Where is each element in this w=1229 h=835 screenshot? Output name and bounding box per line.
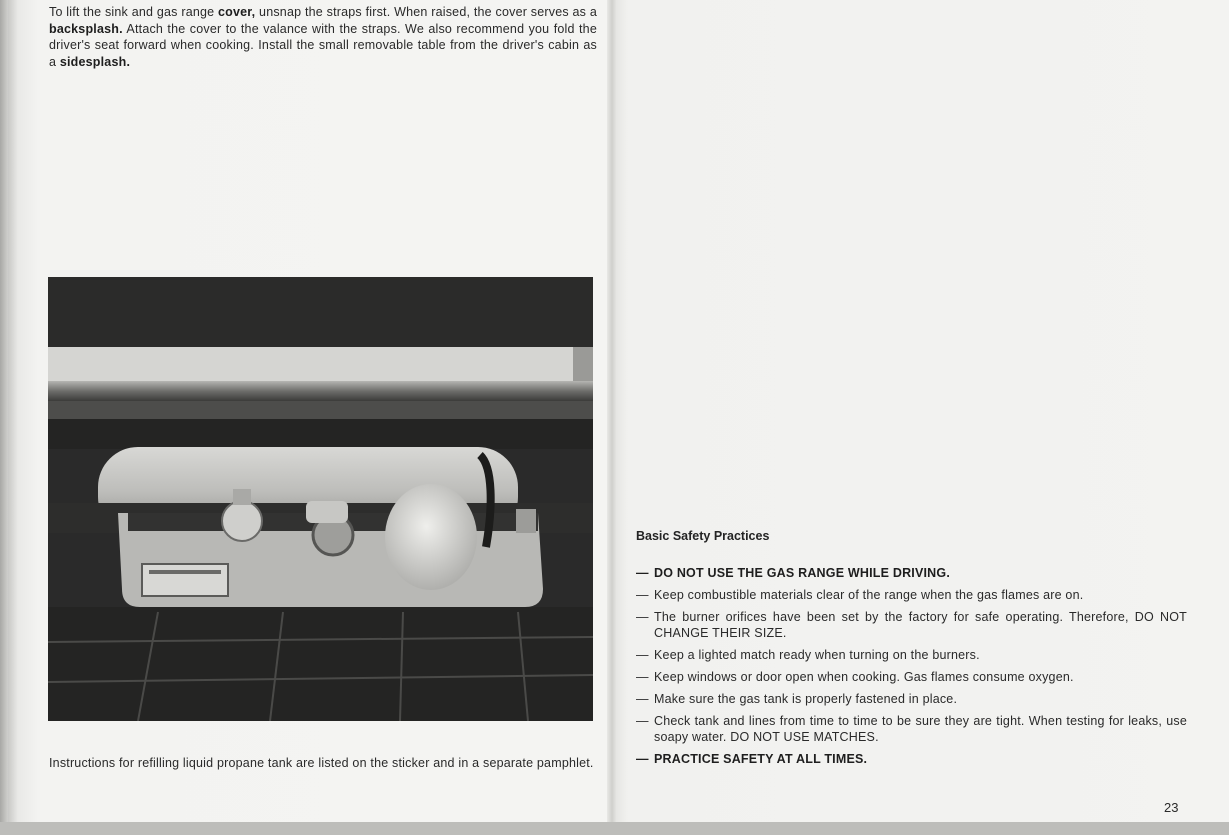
photo-caption: Instructions for refilling liquid propane tank are listed on the sticker and in a separate pamphlet. [49, 756, 594, 770]
page-bottom-shadow [0, 822, 1229, 835]
intro-paragraph [49, 4, 597, 70]
page-number: 23 [1164, 800, 1179, 815]
safety-item-text: DO NOT USE THE GAS RANGE WHILE DRIVING. [654, 566, 951, 580]
safety-item [636, 751, 1187, 767]
list-dash: — [636, 752, 649, 766]
safety-item-text: Keep a lighted match ready when turning on the burners. [654, 648, 980, 662]
list-dash: — [636, 692, 649, 706]
safety-item-text: Keep combustible materials clear of the range when the gas flames are on. [654, 588, 1084, 602]
intro-text-3: Attach the cover to the valance with the straps. We also recommend you fold the driver's seat forward when cooking. Install the small removable table from the driver's cabin as a [49, 21, 597, 69]
list-dash: — [636, 714, 649, 728]
safety-item [636, 565, 1187, 581]
propane-tank-photo [48, 277, 593, 721]
list-dash: — [636, 670, 649, 684]
safety-item [636, 587, 1187, 603]
list-dash: — [636, 610, 649, 624]
safety-item-text: The burner orifices have been set by the factory for safe operating. Therefore, DO NOT CHANGE THEIR SIZE. [654, 610, 1187, 640]
intro-term-backsplash: backsplash. [49, 21, 123, 36]
intro-term-cover: cover, [218, 5, 256, 19]
intro-text-1: To lift the sink and gas range [49, 5, 218, 19]
safety-item-text: Keep windows or door open when cooking. Gas flames consume oxygen. [654, 670, 1074, 684]
intro-text-2: unsnap the straps first. When raised, the cover serves as a [255, 5, 597, 19]
safety-item [636, 691, 1187, 707]
safety-item [636, 713, 1187, 745]
page-gutter [607, 0, 617, 822]
safety-item-text: Make sure the gas tank is properly fastened in place. [654, 692, 958, 706]
safety-item-text: Check tank and lines from time to time to be sure they are tight. When testing for leaks, use soapy water. DO NOT USE MATCHES. [654, 714, 1187, 744]
intro-term-sidesplash: sidesplash. [59, 54, 131, 69]
list-dash: — [636, 588, 649, 602]
safety-item-text: PRACTICE SAFETY AT ALL TIMES. [654, 752, 868, 766]
safety-heading: Basic Safety Practices [636, 529, 770, 543]
binding-edge [0, 0, 8, 835]
list-dash: — [636, 566, 649, 580]
safety-list [636, 565, 1187, 773]
safety-item [636, 647, 1187, 663]
safety-item [636, 609, 1187, 641]
safety-item [636, 669, 1187, 685]
list-dash: — [636, 648, 649, 662]
